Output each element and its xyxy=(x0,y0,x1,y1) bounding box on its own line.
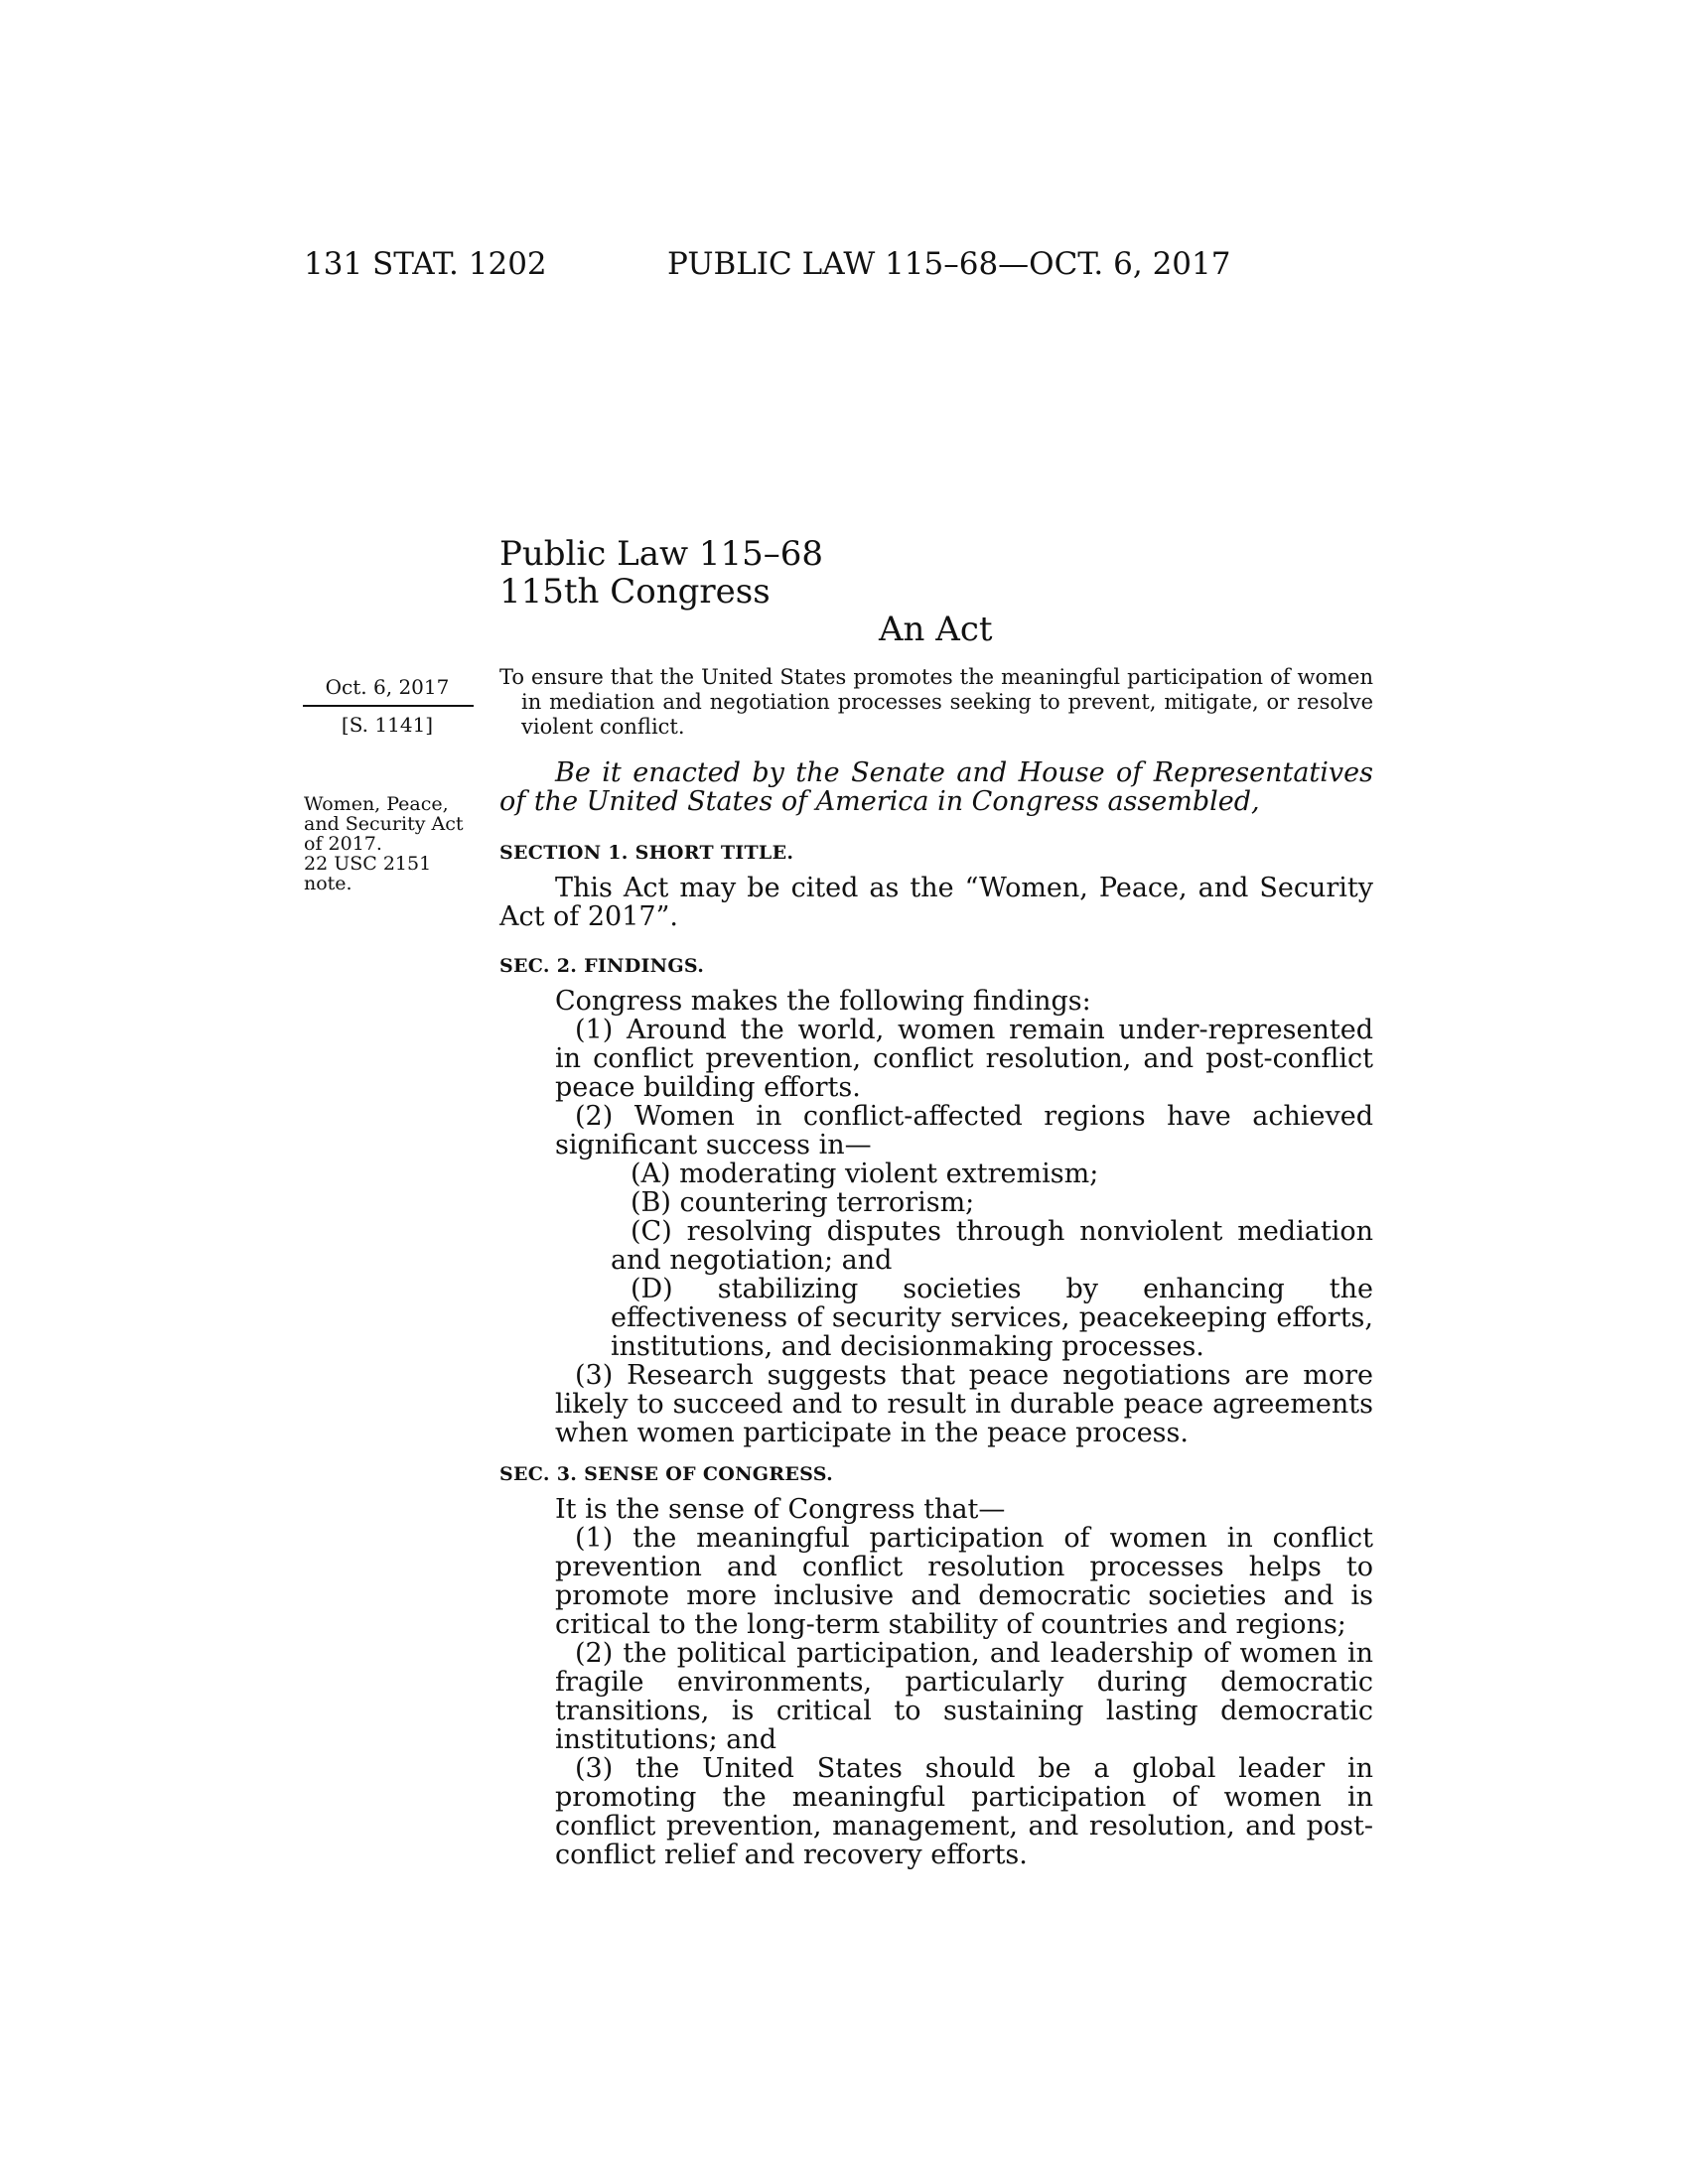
margin-note-line: Women, Peace, xyxy=(304,793,449,815)
section-3-heading: SEC. 3. SENSE OF CONGRESS. xyxy=(499,1463,834,1485)
finding-subparagraph: (C) resolving disputes through nonviolent mediation and negotiation; and xyxy=(611,1216,1373,1276)
act-purpose: To ensure that the United States promotes the meaningful participation of women in mediation and negotiation processes seeking to prevent, mitigate, or resolve violent conflict. xyxy=(499,665,1373,739)
statute-page-number: 131 STAT. 1202 xyxy=(304,246,547,282)
short-title-text: This Act may be cited as the “Women, Peace, and Security Act of 2017”. xyxy=(499,873,1373,932)
finding-paragraph: (2) Women in conflict-affected regions have achieved significant success in— xyxy=(555,1101,1373,1160)
section-1-heading: SECTION 1. SHORT TITLE. xyxy=(499,842,794,864)
an-act-heading: An Act xyxy=(879,610,993,649)
enacting-clause: Be it enacted by the Senate and House of Representatives of the United States of America in Congress assembled, xyxy=(499,757,1373,817)
margin-date: Oct. 6, 2017 xyxy=(325,675,450,699)
finding-subparagraph: (A) moderating violent extremism; xyxy=(631,1159,1099,1189)
finding-subparagraph: (B) countering terrorism; xyxy=(631,1187,975,1218)
findings-body xyxy=(499,987,1373,1447)
margin-divider xyxy=(303,705,474,707)
margin-note-line: of 2017. xyxy=(304,833,382,855)
findings-intro: Congress makes the following findings: xyxy=(555,986,1091,1017)
sense-intro: It is the sense of Congress that— xyxy=(555,1494,1006,1525)
sense-paragraph: (1) the meaningful participation of women in conflict prevention and conflict resolution processes helps to promote more inclusive and democratic societies and is critical to the long-term stability of countries and regions; xyxy=(555,1523,1373,1640)
running-head-title: PUBLIC LAW 115–68—OCT. 6, 2017 xyxy=(667,246,1231,282)
sense-paragraph: (2) the political participation, and leadership of women in fragile environments, particularly during democratic transitions, is critical to sustaining lasting democratic institutions; and xyxy=(555,1638,1373,1755)
finding-subparagraph: (D) stabilizing societies by enhancing the effectiveness of security services, peacekeeping efforts, institutions, and decisionmaking processes. xyxy=(611,1274,1373,1362)
margin-note-line: and Security Act xyxy=(304,813,464,835)
margin-note xyxy=(304,794,483,893)
section-2-heading: SEC. 2. FINDINGS. xyxy=(499,955,705,977)
finding-paragraph: (1) Around the world, women remain under-represented in conflict prevention, conflict resolution, and post-conflict peace building efforts. xyxy=(555,1015,1373,1103)
finding-paragraph: (3) Research suggests that peace negotiations are more likely to succeed and to result in durable peace agreements when women participate in the peace process. xyxy=(555,1360,1373,1448)
sense-paragraph: (3) the United States should be a global leader in promoting the meaningful participation of women in conflict prevention, management, and resolution, and post-conflict relief and recovery efforts. xyxy=(555,1753,1373,1870)
margin-bill-number: [S. 1141] xyxy=(341,713,434,737)
margin-note-line: 22 USC 2151 xyxy=(304,853,432,875)
margin-note-line: note. xyxy=(304,873,352,894)
public-law-title: Public Law 115–68 xyxy=(499,534,824,574)
congress-number: 115th Congress xyxy=(499,572,771,612)
sense-of-congress-body xyxy=(499,1495,1373,1869)
